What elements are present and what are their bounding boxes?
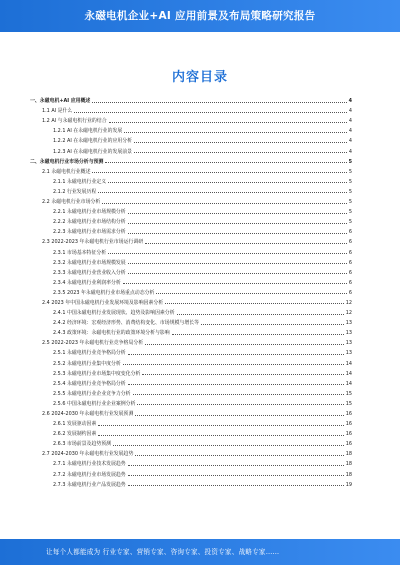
toc-entry-label: 2.6.3 市场前景及趋势预测 bbox=[53, 441, 112, 448]
toc-entry[interactable] bbox=[30, 175, 352, 185]
toc-leader-dots bbox=[156, 293, 347, 294]
toc-entry-page: 16 bbox=[345, 441, 352, 448]
toc-entry-page: 6 bbox=[348, 279, 352, 286]
toc-entry[interactable] bbox=[30, 336, 352, 346]
toc-leader-dots bbox=[135, 415, 343, 416]
toc-entry-label: 2.5.6 中国永磁电机行业企业案例分析 bbox=[53, 400, 136, 407]
toc-entry[interactable] bbox=[30, 134, 352, 144]
toc-leader-dots bbox=[92, 172, 346, 173]
toc-entry-label: 2.3.1 市场基本特征分析 bbox=[53, 249, 107, 256]
toc-entry-label: 2.2.1 永磁电机行业市场规模分析 bbox=[53, 209, 126, 216]
toc-entry-label: 2.3.4 永磁电机行业利润率分析 bbox=[53, 279, 121, 286]
toc-leader-dots bbox=[98, 425, 343, 426]
toc-leader-dots bbox=[128, 384, 344, 385]
toc-entry-label: 2.2.3 永磁电机行业市场需求分析 bbox=[53, 229, 126, 236]
toc-entry[interactable] bbox=[30, 256, 352, 266]
toc-entry-page: 5 bbox=[348, 188, 352, 195]
toc-leader-dots bbox=[98, 192, 347, 193]
toc-leader-dots bbox=[201, 324, 344, 325]
toc-entry-label: 一、永磁电机+AI 应用概述 bbox=[30, 98, 91, 105]
toc-entry[interactable] bbox=[30, 245, 352, 255]
toc-entry-page: 18 bbox=[345, 461, 352, 468]
footer-banner bbox=[0, 539, 400, 565]
toc-entry-label: 2.1 永磁电机行业概述 bbox=[42, 168, 91, 175]
toc-entry-page: 13 bbox=[345, 330, 352, 337]
toc-entry[interactable] bbox=[30, 104, 352, 114]
toc-entry-label: 2.3.2 永磁电机行业市场规模发展 bbox=[53, 259, 126, 266]
toc-entry[interactable] bbox=[30, 467, 352, 477]
toc-leader-dots bbox=[123, 283, 347, 284]
toc-entry[interactable] bbox=[30, 205, 352, 215]
toc-entry[interactable] bbox=[30, 114, 352, 124]
toc-entry-page: 5 bbox=[348, 209, 352, 216]
toc-entry-label: 2.6.2 发展制约因素 bbox=[53, 431, 97, 438]
toc-entry-label: 1.1 AI 是什么 bbox=[42, 108, 73, 115]
toc-leader-dots bbox=[74, 112, 347, 113]
toc-leader-dots bbox=[108, 253, 347, 254]
toc-entry-page: 6 bbox=[348, 239, 352, 246]
toc-entry-label: 2.5.4 永磁电机行业竞争格局分析 bbox=[53, 380, 126, 387]
toc-entry[interactable] bbox=[30, 427, 352, 437]
toc-entry[interactable] bbox=[30, 367, 352, 377]
toc-entry-page: 5 bbox=[348, 178, 352, 185]
toc-entry-page: 12 bbox=[345, 299, 352, 306]
toc-entry[interactable] bbox=[30, 185, 352, 195]
toc-entry-label: 2.3.5 2023 年永磁电机行业市场重点动态分析 bbox=[53, 289, 155, 296]
toc-entry[interactable] bbox=[30, 235, 352, 245]
toc-entry-label: 2.3.3 永磁电机行业营业收入分析 bbox=[53, 269, 126, 276]
toc-entry-label: 2.6 2024-2030 年永磁电机行业发展预测 bbox=[42, 411, 134, 417]
toc-entry[interactable] bbox=[30, 377, 352, 387]
toc-entry-label: 2.1.1 永磁电机行业定义 bbox=[53, 178, 107, 185]
toc-leader-dots bbox=[177, 314, 344, 315]
report-title: 永磁电机企业+AI 应用前景及布局策略研究报告 bbox=[84, 10, 316, 22]
toc-entry-page: 5 bbox=[348, 158, 352, 165]
toc-entry-page: 4 bbox=[348, 138, 352, 145]
toc-entry-page: 4 bbox=[348, 118, 352, 125]
toc-entry-page: 6 bbox=[348, 249, 352, 256]
toc-entry-label: 1.2 AI 与永磁电机行业的结合 bbox=[42, 118, 107, 125]
toc-leader-dots bbox=[135, 455, 343, 456]
toc-entry-page: 4 bbox=[348, 108, 352, 115]
toc-entry-page: 12 bbox=[345, 310, 352, 317]
toc-entry-label: 2.7.1 永磁电机行业技术发展趋势 bbox=[53, 461, 126, 468]
toc-entry-page: 14 bbox=[345, 380, 352, 387]
toc-entry-page: 4 bbox=[348, 128, 352, 135]
footer-slogan: 让每个人都能成为 行业专家、营销专家、咨询专家、投资专家、战略专家…… bbox=[46, 548, 280, 556]
toc-entry-label: 2.5 2022-2023 年永磁电机行业竞争格局分析 bbox=[42, 340, 144, 347]
toc-entry-label: 1.2.1 AI 在永磁电机行业的发展 bbox=[53, 128, 123, 135]
toc-entry-page: 6 bbox=[348, 269, 352, 276]
toc-entry[interactable] bbox=[30, 266, 352, 276]
toc-entry[interactable] bbox=[30, 94, 352, 104]
toc-entry-label: 2.4.2 经济环境：宏观经济形势、消费结构变化、市场规模与增长等 bbox=[53, 320, 200, 327]
toc-entry-page: 5 bbox=[348, 199, 352, 206]
toc-entry[interactable] bbox=[30, 316, 352, 326]
toc-entry-page: 4 bbox=[348, 148, 352, 155]
toc-leader-dots bbox=[128, 354, 344, 355]
toc-entry[interactable] bbox=[30, 306, 352, 316]
toc-leader-dots bbox=[92, 102, 346, 103]
toc-entry-label: 2.3 2022-2023 年永磁电机行业市场运行调研 bbox=[42, 239, 144, 246]
toc-leader-dots bbox=[137, 404, 343, 405]
toc-leader-dots bbox=[123, 364, 344, 365]
toc-leader-dots bbox=[128, 465, 344, 466]
toc-entry-page: 6 bbox=[348, 259, 352, 266]
toc-entry[interactable] bbox=[30, 387, 352, 397]
toc-entry[interactable] bbox=[30, 356, 352, 366]
toc-entry[interactable] bbox=[30, 437, 352, 447]
toc-leader-dots bbox=[113, 445, 344, 446]
toc-entry-page: 6 bbox=[348, 289, 352, 296]
toc-leader-dots bbox=[145, 344, 344, 345]
toc-entry[interactable] bbox=[30, 276, 352, 286]
toc-entry-page: 5 bbox=[348, 219, 352, 226]
toc-entry[interactable] bbox=[30, 407, 352, 417]
toc-entry[interactable] bbox=[30, 144, 352, 154]
toc-leader-dots bbox=[98, 435, 343, 436]
toc-entry-page: 18 bbox=[345, 471, 352, 478]
toc-entry-label: 2.4.3 政策环境：永磁电机行业的政策环境分析与影响 bbox=[53, 330, 170, 337]
toc-entry-label: 2.7.2 永磁电机行业市场发展趋势 bbox=[53, 471, 126, 478]
toc-entry-label: 二、永磁电机行业市场分析与预测 bbox=[30, 158, 104, 165]
toc-entry-page: 13 bbox=[345, 340, 352, 347]
toc-entry-page: 15 bbox=[345, 400, 352, 407]
toc-leader-dots bbox=[128, 233, 347, 234]
toc-heading: 内容目录 bbox=[171, 70, 228, 85]
toc-entry-label: 2.4.1 中国永磁电机行业发展现状、趋势及影响因素分析 bbox=[53, 310, 175, 317]
toc-entry-label: 2.7 2024-2030 年永磁电机行业发展趋势 bbox=[42, 451, 134, 458]
toc-entry-page: 16 bbox=[345, 421, 352, 428]
toc-entry-label: 2.2.2 永磁电机行业市场结构分析 bbox=[53, 219, 126, 226]
toc-leader-dots bbox=[128, 475, 344, 476]
toc-entry-page: 6 bbox=[348, 229, 352, 236]
toc-entry[interactable] bbox=[30, 165, 352, 175]
toc-entry-page: 4 bbox=[348, 98, 352, 105]
toc-entry-label: 2.4 2023 年中国永磁电机行业发展环境及影响因素分析 bbox=[42, 299, 164, 306]
toc-leader-dots bbox=[134, 152, 347, 153]
toc-leader-dots bbox=[124, 132, 347, 133]
toc-leader-dots bbox=[134, 142, 347, 143]
toc-leader-dots bbox=[128, 223, 347, 224]
toc-entry-label: 2.7.3 永磁电机行业产品发展趋势 bbox=[53, 481, 126, 488]
toc-entry-page: 15 bbox=[345, 390, 352, 397]
toc-leader-dots bbox=[128, 485, 344, 486]
toc-leader-dots bbox=[133, 394, 344, 395]
toc-entry-page: 5 bbox=[348, 168, 352, 175]
toc-leader-dots bbox=[105, 162, 346, 163]
toc-entry-page: 13 bbox=[345, 350, 352, 357]
toc-leader-dots bbox=[128, 273, 347, 274]
toc-entry-label: 2.2 永磁电机行业市场分析 bbox=[42, 199, 101, 206]
toc-entry-label: 2.5.2 永磁电机行业集中度分析 bbox=[53, 360, 121, 367]
toc-entry[interactable] bbox=[30, 155, 352, 165]
toc-entry-page: 16 bbox=[345, 431, 352, 438]
toc-leader-dots bbox=[145, 243, 347, 244]
toc-entry[interactable] bbox=[30, 296, 352, 306]
toc-leader-dots bbox=[172, 334, 344, 335]
toc-entry[interactable] bbox=[30, 397, 352, 407]
toc-entry-page: 13 bbox=[345, 320, 352, 327]
toc-leader-dots bbox=[109, 122, 347, 123]
toc-entry[interactable] bbox=[30, 286, 352, 296]
toc-leader-dots bbox=[128, 213, 347, 214]
toc-entry[interactable] bbox=[30, 215, 352, 225]
toc-entry-page: 19 bbox=[345, 481, 352, 488]
report-header-banner bbox=[0, 0, 400, 32]
toc-entry-label: 2.5.5 永磁电机行业企业竞争力分析 bbox=[53, 390, 131, 397]
toc-entry-label: 2.5.3 永磁电机行业市场集中度变化分析 bbox=[53, 370, 141, 377]
toc-entry-label: 1.2.2 AI 在永磁电机行业的应用分析 bbox=[53, 138, 133, 145]
toc-entry[interactable] bbox=[30, 124, 352, 134]
toc-entry[interactable] bbox=[30, 195, 352, 205]
toc-entry-page: 16 bbox=[345, 411, 352, 417]
table-of-contents bbox=[30, 94, 352, 488]
toc-entry[interactable] bbox=[30, 225, 352, 235]
toc-entry-page: 14 bbox=[345, 360, 352, 367]
toc-leader-dots bbox=[108, 182, 347, 183]
toc-entry[interactable] bbox=[30, 346, 352, 356]
toc-leader-dots bbox=[102, 203, 347, 204]
toc-leader-dots bbox=[142, 374, 343, 375]
toc-entry-label: 2.6.1 发展驱动因素 bbox=[53, 421, 97, 428]
toc-entry-label: 2.1.2 行业发展历程 bbox=[53, 188, 97, 195]
toc-leader-dots bbox=[128, 263, 347, 264]
toc-entry-label: 2.5.1 永磁电机行业竞争格局分析 bbox=[53, 350, 126, 357]
toc-leader-dots bbox=[165, 303, 344, 304]
toc-entry-label: 1.2.3 AI 在永磁电机行业的发展前景 bbox=[53, 148, 133, 155]
toc-entry[interactable] bbox=[30, 457, 352, 467]
toc-entry-page: 14 bbox=[345, 370, 352, 377]
toc-entry-page: 18 bbox=[345, 451, 352, 458]
toc-entry[interactable] bbox=[30, 478, 352, 488]
toc-entry[interactable] bbox=[30, 447, 352, 457]
toc-entry[interactable] bbox=[30, 326, 352, 336]
toc-entry[interactable] bbox=[30, 417, 352, 427]
